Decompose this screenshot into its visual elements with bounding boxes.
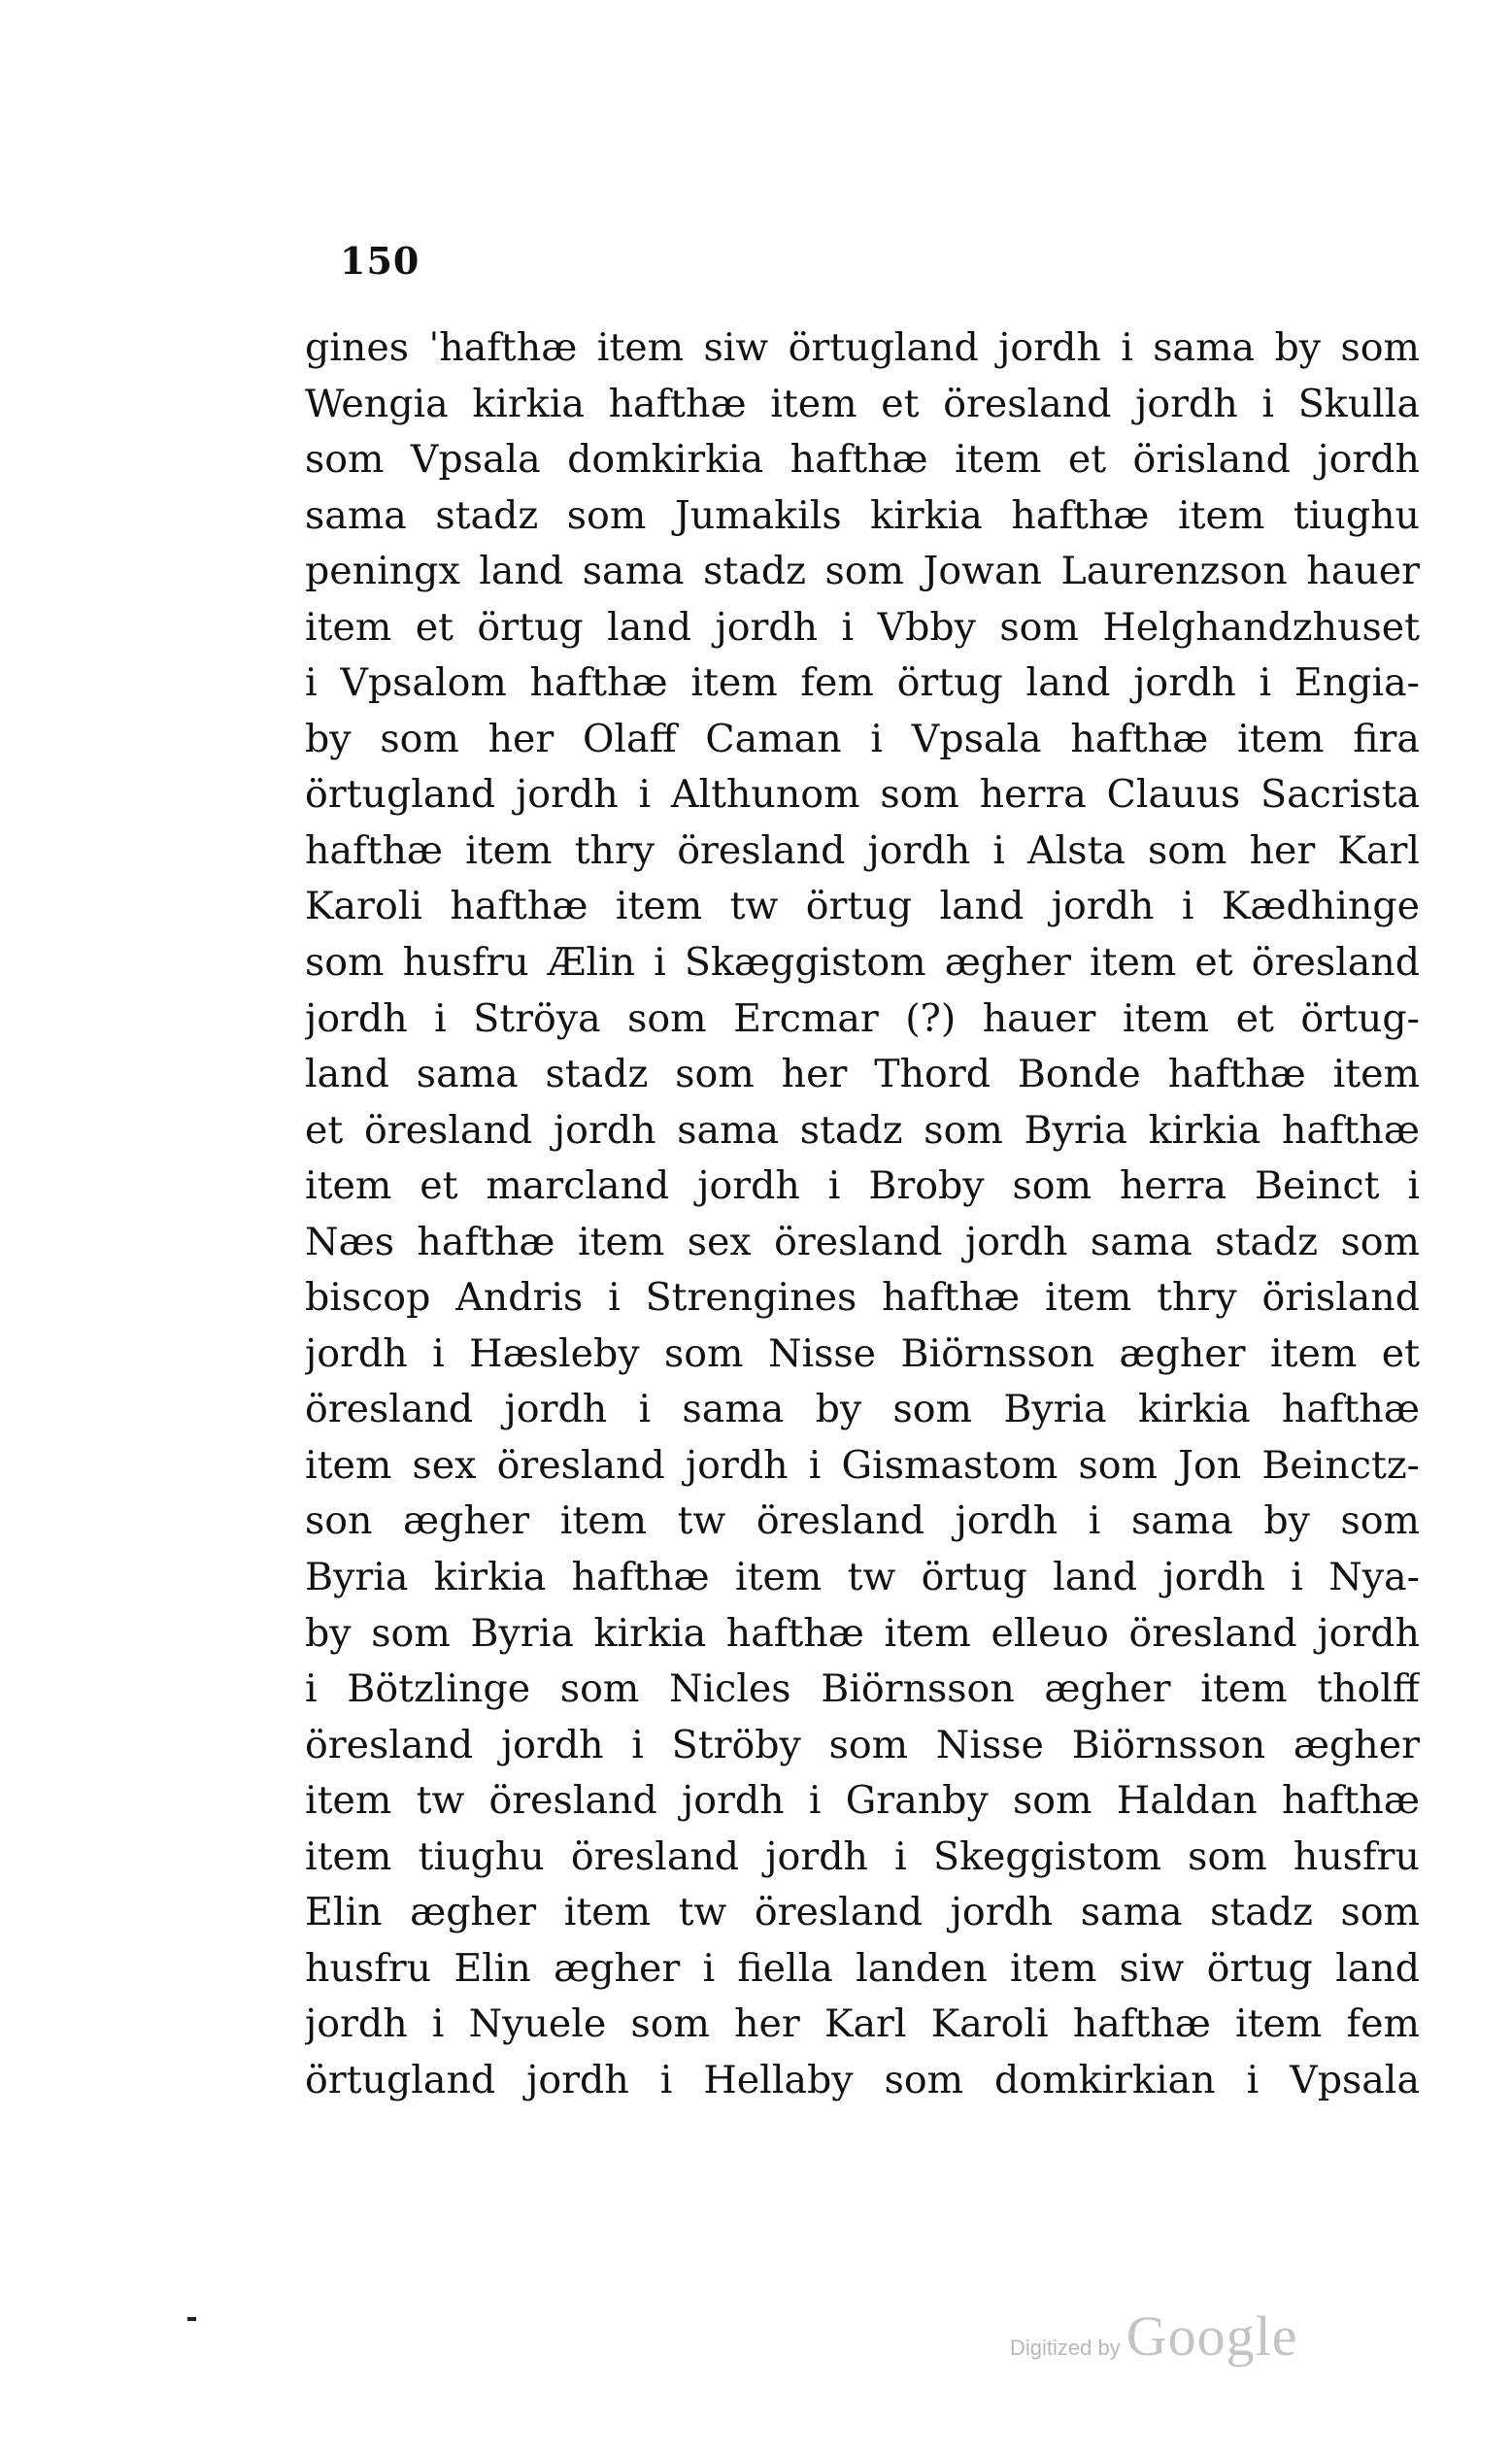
text-line: son ægher item tw öresland jordh i sama by som [305,1498,1420,1544]
text-block [305,320,1420,2109]
watermark [1010,2303,1297,2369]
text-line: biscop Andris i Strengines hafthæ item thry örisland [305,1275,1420,1321]
text-line: hafthæ item thry öresland jordh i Alsta som her Karl [305,827,1420,873]
text-line: Karoli hafthæ item tw örtug land jordh i Kædhinge [305,884,1420,929]
text-line: öresland jordh i sama by som Byria kirkia hafthæ [305,1387,1420,1432]
watermark-prefix: Digitized by [1010,2336,1121,2360]
text-line: örtugland jordh i Hellaby som domkirkian i Vpsala [305,2057,1420,2102]
text-line: sama stadz som Jumakils kirkia hafthæ item tiughu [305,492,1420,538]
text-line: gines ˈhafthæ item siw örtugland jordh i sama by som [305,325,1420,370]
page-number: 150 [340,239,420,283]
text-line: item tiughu öresland jordh i Skeggistom som husfru [305,1833,1420,1879]
text-line: Wengia kirkia hafthæ item et öresland jordh i Skulla [305,381,1420,426]
text-line: jordh i Nyuele som her Karl Karoli hafthæ item fem [305,2001,1420,2047]
stray-mark [187,2317,196,2321]
text-line: jordh i Ströya som Ercmar (?) hauer item et örtug- [305,995,1420,1041]
text-line: item tw öresland jordh i Granby som Haldan hafthæ [305,1778,1420,1824]
text-line: i Vpsalom hafthæ item fem örtug land jordh i Engia- [305,660,1420,706]
text-line: by som Byria kirkia hafthæ item elleuo öresland jordh [305,1610,1420,1656]
text-line: item sex öresland jordh i Gismastom som Jon Beinctz- [305,1442,1420,1488]
text-line: Elin ægher item tw öresland jordh sama stadz som [305,1890,1420,1935]
text-line: et öresland jordh sama stadz som Byria kirkia hafthæ [305,1107,1420,1153]
text-line: som husfru Ælin i Skæggistom ægher item et öresland [305,940,1420,986]
text-line: by som her Olaff Caman i Vpsala hafthæ item fira [305,716,1420,761]
text-line: Byria kirkia hafthæ item tw örtug land jordh i Nya- [305,1555,1420,1600]
text-line: husfru Elin ægher i fiella landen item siw örtug land [305,1945,1420,1991]
text-line: item et örtug land jordh i Vbby som Helghandzhuset [305,604,1420,650]
text-line: land sama stadz som her Thord Bonde hafthæ item [305,1052,1420,1097]
text-line: Næs hafthæ item sex öresland jordh sama stadz som [305,1219,1420,1264]
text-line: item et marcland jordh i Broby som herra Beinct i [305,1163,1420,1209]
text-line: peningx land sama stadz som Jowan Laurenzson hauer [305,549,1420,594]
text-line: jordh i Hæsleby som Nisse Biörnsson ægher item et [305,1330,1420,1376]
google-logo: Google [1126,2304,1298,2368]
text-line: som Vpsala domkirkia hafthæ item et örisland jordh [305,437,1420,483]
text-line: örtugland jordh i Althunom som herra Clauus Sacrista [305,772,1420,818]
text-line: i Bötzlinge som Nicles Biörnsson ægher item tholff [305,1666,1420,1712]
text-line: öresland jordh i Ströby som Nisse Biörnsson ægher [305,1722,1420,1767]
